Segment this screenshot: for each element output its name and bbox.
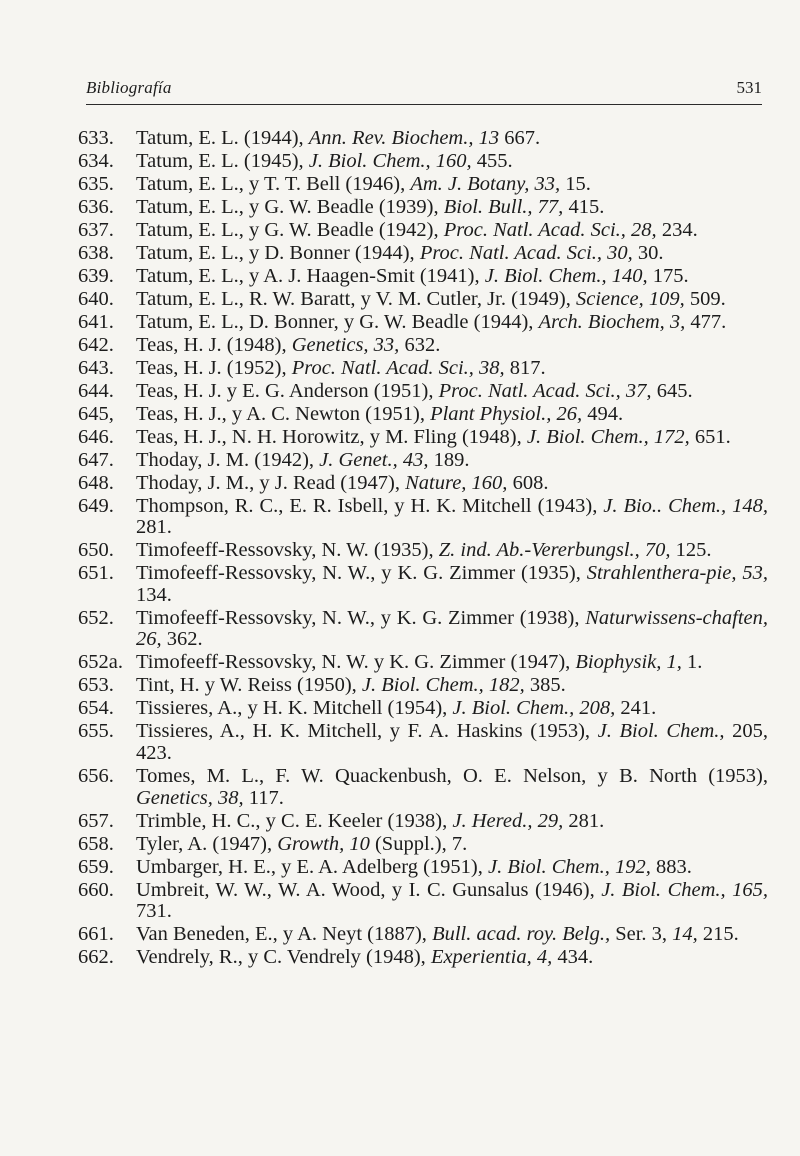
reference-text xyxy=(136,675,768,697)
citation-text: Tatum, E. L. (1945), xyxy=(136,149,309,172)
reference-number: 662. xyxy=(78,946,114,969)
reference-entry xyxy=(78,721,768,764)
journal-citation: Strahlenthera-pie, 53, xyxy=(586,562,768,585)
reference-text xyxy=(136,404,768,426)
reference-number: 652. xyxy=(78,606,114,629)
reference-text xyxy=(136,312,768,334)
citation-text: Tatum, E. L., y G. W. Beadle (1942), xyxy=(136,218,444,241)
reference-number: 645, xyxy=(78,402,114,425)
citation-text: 632. xyxy=(399,333,441,356)
journal-citation: Plant Physiol., 26, xyxy=(430,402,583,425)
citation-text: Tissieres, A., H. K. Mitchell, y F. A. Haskins (1953), xyxy=(136,720,598,743)
citation-text: 234. xyxy=(656,218,698,241)
citation-text: Teas, H. J., y A. C. Newton (1951), xyxy=(136,402,431,425)
citation-text: Vendrely, R., y C. Vendrely (1948), xyxy=(136,946,431,969)
citation-text: 241. xyxy=(615,697,657,720)
reference-number: 655. xyxy=(78,720,114,743)
reference-text xyxy=(136,427,768,449)
reference-number: 660. xyxy=(78,878,114,901)
citation-text: 667. xyxy=(499,127,541,149)
journal-citation: Ann. Rev. Biochem., 13 xyxy=(308,127,500,149)
journal-citation: J. Bio.. Chem., 148, xyxy=(603,494,768,517)
reference-number: 643. xyxy=(78,356,114,379)
reference-text xyxy=(136,289,768,311)
citation-text: 134. xyxy=(136,583,172,606)
reference-text xyxy=(136,266,768,288)
reference-entry xyxy=(78,857,768,879)
citation-text: 205, 423. xyxy=(136,720,768,765)
citation-text: Tatum, E. L. (1944), xyxy=(136,127,309,149)
page-number: 531 xyxy=(736,78,762,97)
citation-text: Tyler, A. (1947), xyxy=(136,832,278,855)
citation-text: Tatum, E. L., y D. Bonner (1944), xyxy=(136,241,420,264)
citation-text: Thoday, J. M. (1942), xyxy=(136,448,320,471)
reference-number: 639. xyxy=(78,264,114,287)
reference-number: 656. xyxy=(78,765,114,787)
citation-text: Tatum, E. L., y A. J. Haagen-Smit (1941), xyxy=(136,264,485,287)
citation-text: 477. xyxy=(685,310,727,333)
reference-number: 635. xyxy=(78,172,114,195)
reference-text xyxy=(136,834,768,856)
citation-text: 651. xyxy=(689,425,731,448)
reference-text xyxy=(136,381,768,403)
citation-text: Timofeeff-Ressovsky, N. W., y K. G. Zimmer (1935), xyxy=(136,562,587,585)
reference-entry xyxy=(78,880,768,923)
journal-citation: Biophysik, 1, xyxy=(575,651,682,674)
reference-entry xyxy=(78,243,768,265)
reference-entry xyxy=(78,128,768,150)
reference-entry xyxy=(78,151,768,173)
journal-citation: J. Biol. Chem., 192, xyxy=(487,855,651,878)
reference-text xyxy=(136,197,768,219)
reference-entry xyxy=(78,652,768,674)
journal-citation: Growth, 10 xyxy=(277,832,370,855)
reference-text xyxy=(136,220,768,242)
reference-number: 654. xyxy=(78,697,114,720)
reference-text xyxy=(136,924,768,946)
reference-entry xyxy=(78,404,768,426)
citation-text: Trimble, H. C., y C. E. Keeler (1938), xyxy=(136,809,453,832)
citation-text: 883. xyxy=(650,855,692,878)
reference-entry xyxy=(78,834,768,856)
citation-text: Timofeeff-Ressovsky, N. W. (1935), xyxy=(136,539,439,562)
reference-number: 657. xyxy=(78,809,114,832)
reference-entry xyxy=(78,563,768,606)
reference-number: 646. xyxy=(78,425,114,448)
reference-text xyxy=(136,563,768,606)
journal-citation: Bull. acad. roy. Belg., xyxy=(432,923,611,946)
citation-text: Van Beneden, E., y A. Neyt (1887), xyxy=(136,923,433,946)
citation-text: 645. xyxy=(651,379,693,402)
reference-list xyxy=(78,128,768,970)
journal-citation: J. Hered., 29, xyxy=(452,809,564,832)
reference-number: 658. xyxy=(78,832,114,855)
citation-text: 281. xyxy=(136,516,172,539)
journal-citation: Proc. Natl. Acad. Sci., 38, xyxy=(291,356,505,379)
reference-number: 642. xyxy=(78,333,114,356)
reference-entry xyxy=(78,675,768,697)
citation-text: 175. xyxy=(647,264,689,287)
reference-text xyxy=(136,335,768,357)
journal-citation: J. Genet., 43, xyxy=(319,448,429,471)
journal-citation: J. Biol. Chem., xyxy=(597,720,725,743)
reference-number: 633. xyxy=(78,127,114,149)
reference-number: 651. xyxy=(78,562,114,585)
citation-text: Teas, H. J. (1948), xyxy=(136,333,292,356)
page-header xyxy=(86,76,762,105)
reference-number: 661. xyxy=(78,923,114,946)
citation-text: 434. xyxy=(552,946,594,969)
citation-text: Umbarger, H. E., y E. A. Adelberg (1951), xyxy=(136,855,488,878)
citation-text: Tatum, E. L., y G. W. Beadle (1939), xyxy=(136,195,444,218)
reference-number: 648. xyxy=(78,471,114,494)
citation-text: 117. xyxy=(243,786,284,809)
reference-entry xyxy=(78,473,768,495)
reference-number: 653. xyxy=(78,674,114,697)
reference-number: 644. xyxy=(78,379,114,402)
reference-entry xyxy=(78,450,768,472)
reference-entry xyxy=(78,608,768,651)
reference-number: 634. xyxy=(78,149,114,172)
journal-citation: Proc. Natl. Acad. Sci., 37, xyxy=(438,379,652,402)
reference-entry xyxy=(78,766,768,809)
citation-text: 509. xyxy=(684,287,726,310)
citation-text: Timofeeff-Ressovsky, N. W. y K. G. Zimmer (1947), xyxy=(136,651,576,674)
reference-entry xyxy=(78,335,768,357)
reference-text xyxy=(136,151,768,173)
citation-text: 15. xyxy=(560,172,591,195)
reference-entry xyxy=(78,496,768,539)
journal-citation: Naturwissens-chaften, 26, xyxy=(136,606,768,651)
citation-text: Timofeeff-Ressovsky, N. W., y K. G. Zimmer (1938), xyxy=(136,606,586,629)
citation-text: Tatum, E. L., y T. T. Bell (1946), xyxy=(136,172,411,195)
journal-citation: Genetics, 33, xyxy=(291,333,400,356)
running-head: Bibliografía xyxy=(86,78,172,97)
journal-citation: Z. ind. Ab.-Vererbungsl., 70, xyxy=(438,539,671,562)
reference-entry xyxy=(78,947,768,969)
reference-text xyxy=(136,608,768,651)
citation-text: 362. xyxy=(161,628,203,651)
citation-text: 215. xyxy=(697,923,739,946)
citation-text: Thoday, J. M., y J. Read (1947), xyxy=(136,471,406,494)
citation-text: Tatum, E. L., R. W. Baratt, y V. M. Cutler, Jr. (1949), xyxy=(136,287,576,310)
journal-citation: Genetics, 38, xyxy=(136,786,244,809)
journal-citation: 14, xyxy=(672,923,698,946)
citation-text: 189. xyxy=(428,448,470,471)
citation-text: 125. xyxy=(670,539,712,562)
reference-text xyxy=(136,128,768,150)
reference-number: 652a. xyxy=(78,651,123,674)
reference-text xyxy=(136,496,768,539)
reference-entry xyxy=(78,698,768,720)
citation-text: 494. xyxy=(582,402,624,425)
reference-entry xyxy=(78,381,768,403)
journal-citation: Proc. Natl. Acad. Sci., 28, xyxy=(443,218,657,241)
reference-text xyxy=(136,450,768,472)
reference-entry xyxy=(78,312,768,334)
citation-text: Ser. 3, xyxy=(610,923,673,946)
citation-text: Teas, H. J. y E. G. Anderson (1951), xyxy=(136,379,439,402)
citation-text: 608. xyxy=(507,471,549,494)
citation-text: Tomes, M. L., F. W. Quackenbush, O. E. Nelson, y B. North (1953), xyxy=(136,765,768,787)
citation-text: (Suppl.), 7. xyxy=(369,832,468,855)
reference-entry xyxy=(78,540,768,562)
reference-number: 640. xyxy=(78,287,114,310)
journal-citation: Arch. Biochem, 3, xyxy=(538,310,686,333)
journal-citation: Nature, 160, xyxy=(405,471,508,494)
reference-text xyxy=(136,811,768,833)
reference-entry xyxy=(78,358,768,380)
reference-text xyxy=(136,174,768,196)
reference-text xyxy=(136,947,768,969)
citation-text: 731. xyxy=(136,900,172,923)
journal-citation: J. Biol. Chem., 208, xyxy=(452,697,616,720)
reference-text xyxy=(136,473,768,495)
citation-text: 817. xyxy=(504,356,546,379)
citation-text: Umbreit, W. W., W. A. Wood, y I. C. Gunsalus (1946), xyxy=(136,878,602,901)
journal-citation: J. Biol. Chem., 172, xyxy=(526,425,690,448)
citation-text: Thompson, R. C., E. R. Isbell, y H. K. Mitchell (1943), xyxy=(136,494,604,517)
journal-citation: Experientia, 4, xyxy=(430,946,553,969)
citation-text: Teas, H. J., N. H. Horowitz, y M. Fling (1948), xyxy=(136,425,527,448)
reference-number: 641. xyxy=(78,310,114,333)
reference-text xyxy=(136,540,768,562)
reference-entry xyxy=(78,197,768,219)
reference-number: 647. xyxy=(78,448,114,471)
reference-entry xyxy=(78,266,768,288)
reference-number: 650. xyxy=(78,539,114,562)
journal-citation: Am. J. Botany, 33, xyxy=(410,172,561,195)
reference-text xyxy=(136,652,768,674)
journal-citation: Biol. Bull., 77, xyxy=(443,195,564,218)
journal-citation: Science, 109, xyxy=(576,287,685,310)
reference-entry xyxy=(78,427,768,449)
citation-text: 415. xyxy=(563,195,605,218)
reference-number: 637. xyxy=(78,218,114,241)
journal-citation: Proc. Natl. Acad. Sci., 30, xyxy=(419,241,633,264)
reference-entry xyxy=(78,220,768,242)
reference-number: 659. xyxy=(78,855,114,878)
reference-text xyxy=(136,698,768,720)
citation-text: 281. xyxy=(563,809,605,832)
reference-text xyxy=(136,358,768,380)
reference-text xyxy=(136,880,768,923)
reference-text xyxy=(136,721,768,764)
citation-text: Tint, H. y W. Reiss (1950), xyxy=(136,674,362,697)
citation-text: Teas, H. J. (1952), xyxy=(136,356,292,379)
citation-text: Tissieres, A., y H. K. Mitchell (1954), xyxy=(136,697,453,720)
journal-citation: J. Biol. Chem., 160, xyxy=(308,149,472,172)
reference-text xyxy=(136,243,768,265)
journal-citation: J. Biol. Chem., 165, xyxy=(601,878,768,901)
reference-entry xyxy=(78,811,768,833)
reference-entry xyxy=(78,174,768,196)
reference-text xyxy=(136,857,768,879)
citation-text: 30. xyxy=(632,241,664,264)
reference-number: 638. xyxy=(78,241,114,264)
reference-text xyxy=(136,766,768,809)
reference-number: 636. xyxy=(78,195,114,218)
citation-text: Tatum, E. L., D. Bonner, y G. W. Beadle (1944), xyxy=(136,310,539,333)
reference-entry xyxy=(78,289,768,311)
reference-entry xyxy=(78,924,768,946)
citation-text: 455. xyxy=(471,149,513,172)
citation-text: 385. xyxy=(524,674,566,697)
journal-citation: J. Biol. Chem., 140, xyxy=(484,264,648,287)
reference-number: 649. xyxy=(78,494,114,517)
citation-text: 1. xyxy=(681,651,703,674)
journal-citation: J. Biol. Chem., 182, xyxy=(361,674,525,697)
